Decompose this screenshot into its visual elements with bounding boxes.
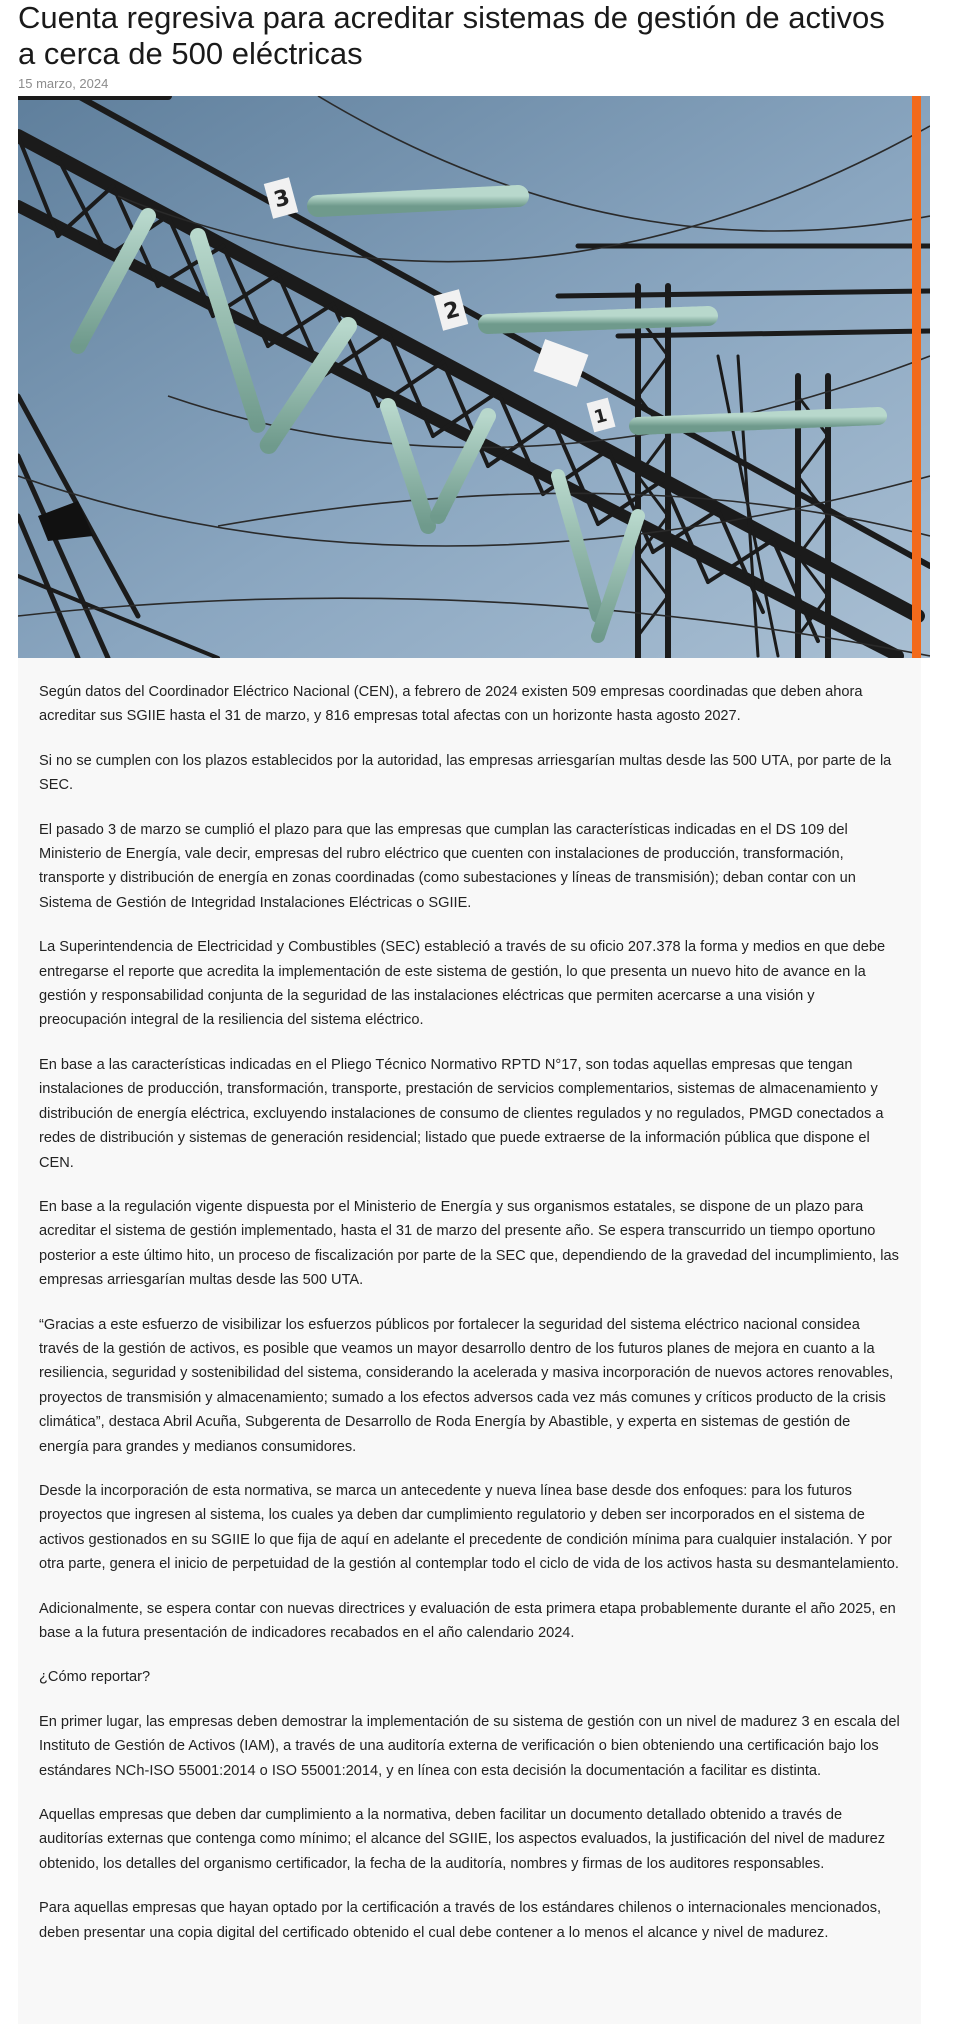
quote-paragraph: “Gracias a este esfuerzo de visibilizar los esfuerzos públicos por fortalecer la seguridad del sistema eléctrico nacional considea través de la gestión de activos, es posible que veamos un mayor desarrollo dentro de los futuros planes de mejora en cuanto a la resiliencia, seguridad y sostenibilidad del sistema, considerando la acelerada y masiva incorporación de nuevos actores renovables, proyectos de transmisión y almacenamiento; sumado a los efectos adversos cada vez más comunes y críticos producto de la crisis climática”, destaca Abril Acuña, Subgerenta de Desarrollo de Roda Energía by Abastible, y experta en sistemas de gestión de energía para grandes y medianos consumidores. bbox=[39, 1316, 894, 1455]
paragraph: La Superintendencia de Electricidad y Combustibles (SEC) estableció a través de su oficio 207.378 la forma y medios en que debe entregarse el reporte que acredita la implementación de este sistema de gestión, lo que presenta un nuevo hito de avance en la gestión y responsabilidad conjunta de la seguridad de las instalaciones eléctricas que permiten acercarse a una visión y preocupación integral de la resiliencia del sistema eléctrico. bbox=[39, 939, 886, 1029]
paragraph: Desde la incorporación de esta normativa, se marca un antecedente y nueva línea base desde dos enfoques: para los futuros proyectos que ingresen al sistema, los cuales ya deben dar cumplimiento regulatorio y deben ser incorporados en el sistema de activos gestionados en su SGIIE lo que fija de aquí en adelante el precedente de condición mínima para cualquier instalación. Y por otra parte, genera el inicio de perpetuidad de la gestión al contemplar todo el ciclo de vida de los activos hasta su desmantelamiento. bbox=[39, 1482, 899, 1573]
paragraph: Si no se cumplen con los plazos establecidos por la autoridad, las empresas arriesgarían multas desde las 500 UTA, por parte de la SEC. bbox=[39, 752, 892, 794]
paragraph: En base a la regulación vigente dispuesta por el Ministerio de Energía y sus organismos estatales, se dispone de un plazo para acreditar el sistema de gestión implementado, hasta el 31 de marzo del presente año. Se espera transcurrido un tiempo oportuno posterior a este último hito, un proceso de fiscalización por parte de la SEC que, dependiendo de la gravedad del incumplimiento, las empresas arriesgarían multas desde las 500 UTA. bbox=[39, 1198, 899, 1289]
section-subheading: ¿Cómo reportar? bbox=[39, 1669, 151, 1686]
article-date: 15 marzo, 2024 bbox=[18, 76, 109, 91]
paragraph: En base a las características indicadas en el Pliego Técnico Normativo RPTD N°17, son todas aquellas empresas que tengan instalaciones de producción, transformación, transporte, prestación de servicios complementarios, sistemas de almacenamiento y distribución de energía eléctrica, excluyendo instalaciones de consumo de clientes regulados y no regulados, PMGD conectados a redes de distribución y sistemas de generación residencial; listado que puede extraerse de la información pública que dispone el CEN. bbox=[39, 1056, 884, 1171]
paragraph: Aquellas empresas que deben dar cumplimiento a la normativa, deben facilitar un documento detallado obtenido a través de auditorías externas que contenga como mínimo; el alcance del SGIIE, los aspectos evaluados, la justificación del nivel de madurez obtenido, los detalles del organismo certificador, la fecha de la auditoría, nombres y firmas de los auditores responsables. bbox=[39, 1807, 886, 1872]
paragraph: Según datos del Coordinador Eléctrico Nacional (CEN), a febrero de 2024 existen 509 empresas coordinadas que deben ahora acreditar sus SGIIE hasta el 31 de marzo, y 816 empresas total afectas con un horizonte hasta agosto 2027. bbox=[39, 684, 863, 725]
tower-sign-2: 2 bbox=[441, 297, 463, 326]
paragraph: En primer lugar, las empresas deben demostrar la implementación de su sistema de gestión con un nivel de madurez 3 en escala del Instituto de Gestión de Activos (IAM), a través de una auditoría externa de verificación o bien obteniendo una certificación bajo los estándares NCh-ISO 55001:2014 o ISO 55001:2014, y en línea con esta decisión la documentación a facilitar es distinta. bbox=[39, 1713, 900, 1779]
tower-sign-3: 3 bbox=[271, 185, 293, 214]
tower-sign-1: 1 bbox=[591, 404, 610, 429]
paragraph: Adicionalmente, se espera contar con nuevas directrices y evaluación de esta primera etapa probablemente durante el año 2025, en base a la futura presentación de indicadores recabados en el año calendario 2024. bbox=[39, 1600, 896, 1641]
transmission-tower-illustration bbox=[18, 96, 930, 658]
article-body bbox=[18, 658, 921, 2024]
paragraph: El pasado 3 de marzo se cumplió el plazo para que las empresas que cumplan las características indicadas en el DS 109 del Ministerio de Energía, vale decir, empresas del rubro eléctrico que cuenten con instalaciones de producción, transformación, transporte y distribución de energía en zonas coordinadas (como subestaciones y líneas de transmisión); deban contar con un Sistema de Gestión de Integridad Instalaciones Eléctricas o SGIIE. bbox=[39, 821, 856, 911]
article-content bbox=[39, 680, 901, 1965]
hero-image bbox=[18, 96, 930, 658]
article-title: Cuenta regresiva para acreditar sistemas de gestión de activos a cerca de 500 eléctricas bbox=[18, 0, 885, 71]
paragraph: Para aquellas empresas que hayan optado por la certificación a través de los estándares chilenos o internacionales mencionados, deben presentar una copia digital del certificado obtenido el cual debe contener a lo menos el alcance y nivel de madurez. bbox=[39, 1900, 882, 1941]
accent-bar bbox=[912, 96, 921, 658]
